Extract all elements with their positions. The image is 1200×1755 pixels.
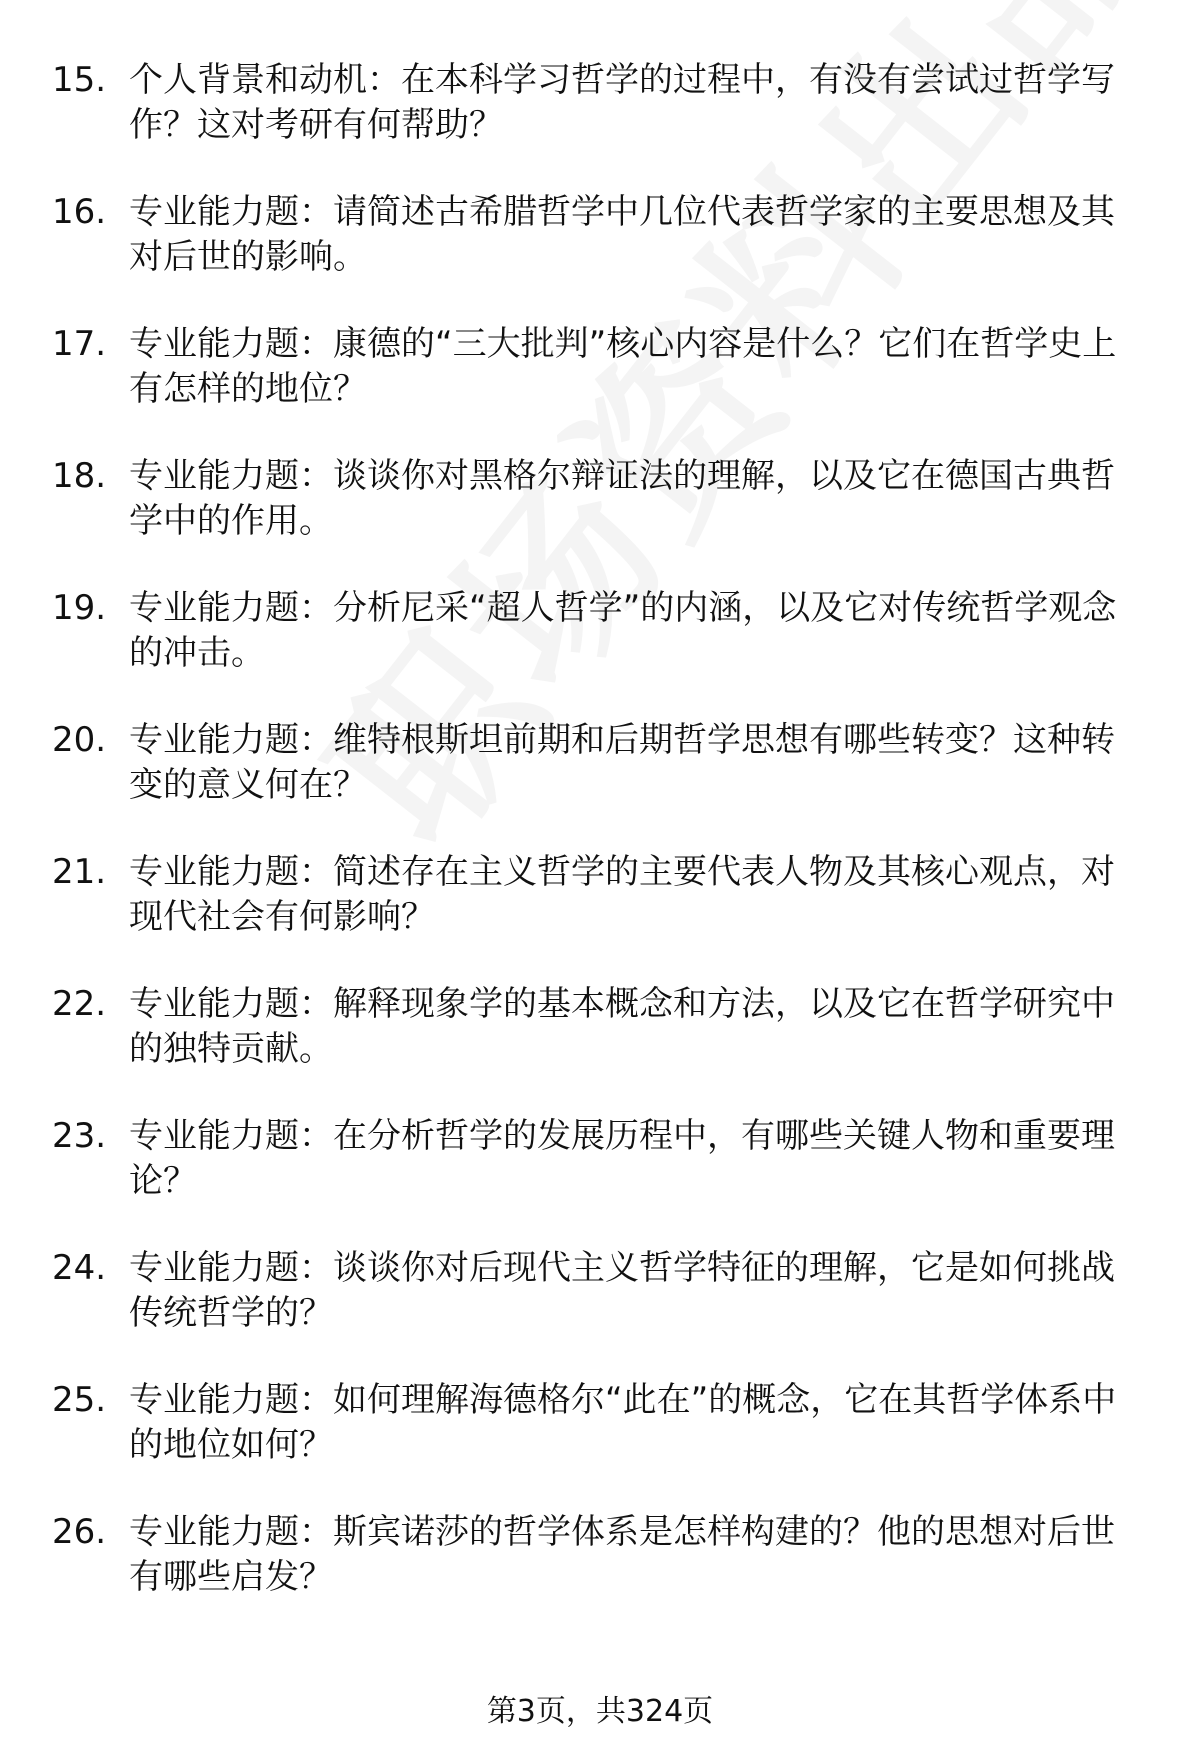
- question-text: 专业能力题：谈谈你对后现代主义哲学特征的理解，它是如何挑战传统哲学的？: [129, 1248, 1115, 1333]
- question-item: [52, 58, 1152, 190]
- question-text: 专业能力题：分析尼采“超人哲学”的内涵，以及它对传统哲学观念的冲击。: [129, 588, 1117, 673]
- question-number: 16.: [52, 192, 107, 232]
- question-text: 个人背景和动机：在本科学习哲学的过程中，有没有尝试过哲学写作？这对考研有何帮助？: [129, 60, 1115, 145]
- question-number: 19.: [52, 588, 107, 628]
- question-item: [52, 190, 1152, 322]
- question-number: 20.: [52, 720, 107, 760]
- question-item: [52, 982, 1152, 1114]
- question-text: 专业能力题：解释现象学的基本概念和方法，以及它在哲学研究中的独特贡献。: [129, 984, 1115, 1069]
- question-text: 专业能力题：谈谈你对黑格尔辩证法的理解，以及它在德国古典哲学中的作用。: [129, 456, 1115, 541]
- question-item: [52, 718, 1152, 850]
- question-item: [52, 586, 1152, 718]
- question-text: 专业能力题：如何理解海德格尔“此在”的概念，它在其哲学体系中的地位如何？: [129, 1380, 1117, 1465]
- question-number: 22.: [52, 984, 107, 1024]
- question-item: [52, 1246, 1152, 1378]
- question-number: 17.: [52, 324, 107, 364]
- question-item: [52, 1510, 1152, 1642]
- question-text: 专业能力题：斯宾诺莎的哲学体系是怎样构建的？他的思想对后世有哪些启发？: [129, 1512, 1115, 1597]
- question-item: [52, 322, 1152, 454]
- question-text: 专业能力题：康德的“三大批判”核心内容是什么？它们在哲学史上有怎样的地位？: [129, 324, 1117, 409]
- question-item: [52, 1378, 1152, 1510]
- question-text: 专业能力题：请简述古希腊哲学中几位代表哲学家的主要思想及其对后世的影响。: [129, 192, 1115, 277]
- question-number: 25.: [52, 1380, 107, 1420]
- question-item: [52, 454, 1152, 586]
- question-list: [52, 58, 1152, 1642]
- question-text: 专业能力题：维特根斯坦前期和后期哲学思想有哪些转变？这种转变的意义何在？: [129, 720, 1115, 805]
- question-text: 专业能力题：简述存在主义哲学的主要代表人物及其核心观点，对现代社会有何影响？: [129, 852, 1115, 937]
- page-number: 第3页，共324页: [486, 1694, 714, 1729]
- question-number: 15.: [52, 60, 107, 100]
- question-number: 26.: [52, 1512, 107, 1552]
- question-text: 专业能力题：在分析哲学的发展历程中，有哪些关键人物和重要理论？: [129, 1116, 1115, 1201]
- question-item: [52, 1114, 1152, 1246]
- question-number: 18.: [52, 456, 107, 496]
- question-number: 21.: [52, 852, 107, 892]
- question-number: 24.: [52, 1248, 107, 1288]
- question-number: 23.: [52, 1116, 107, 1156]
- question-item: [52, 850, 1152, 982]
